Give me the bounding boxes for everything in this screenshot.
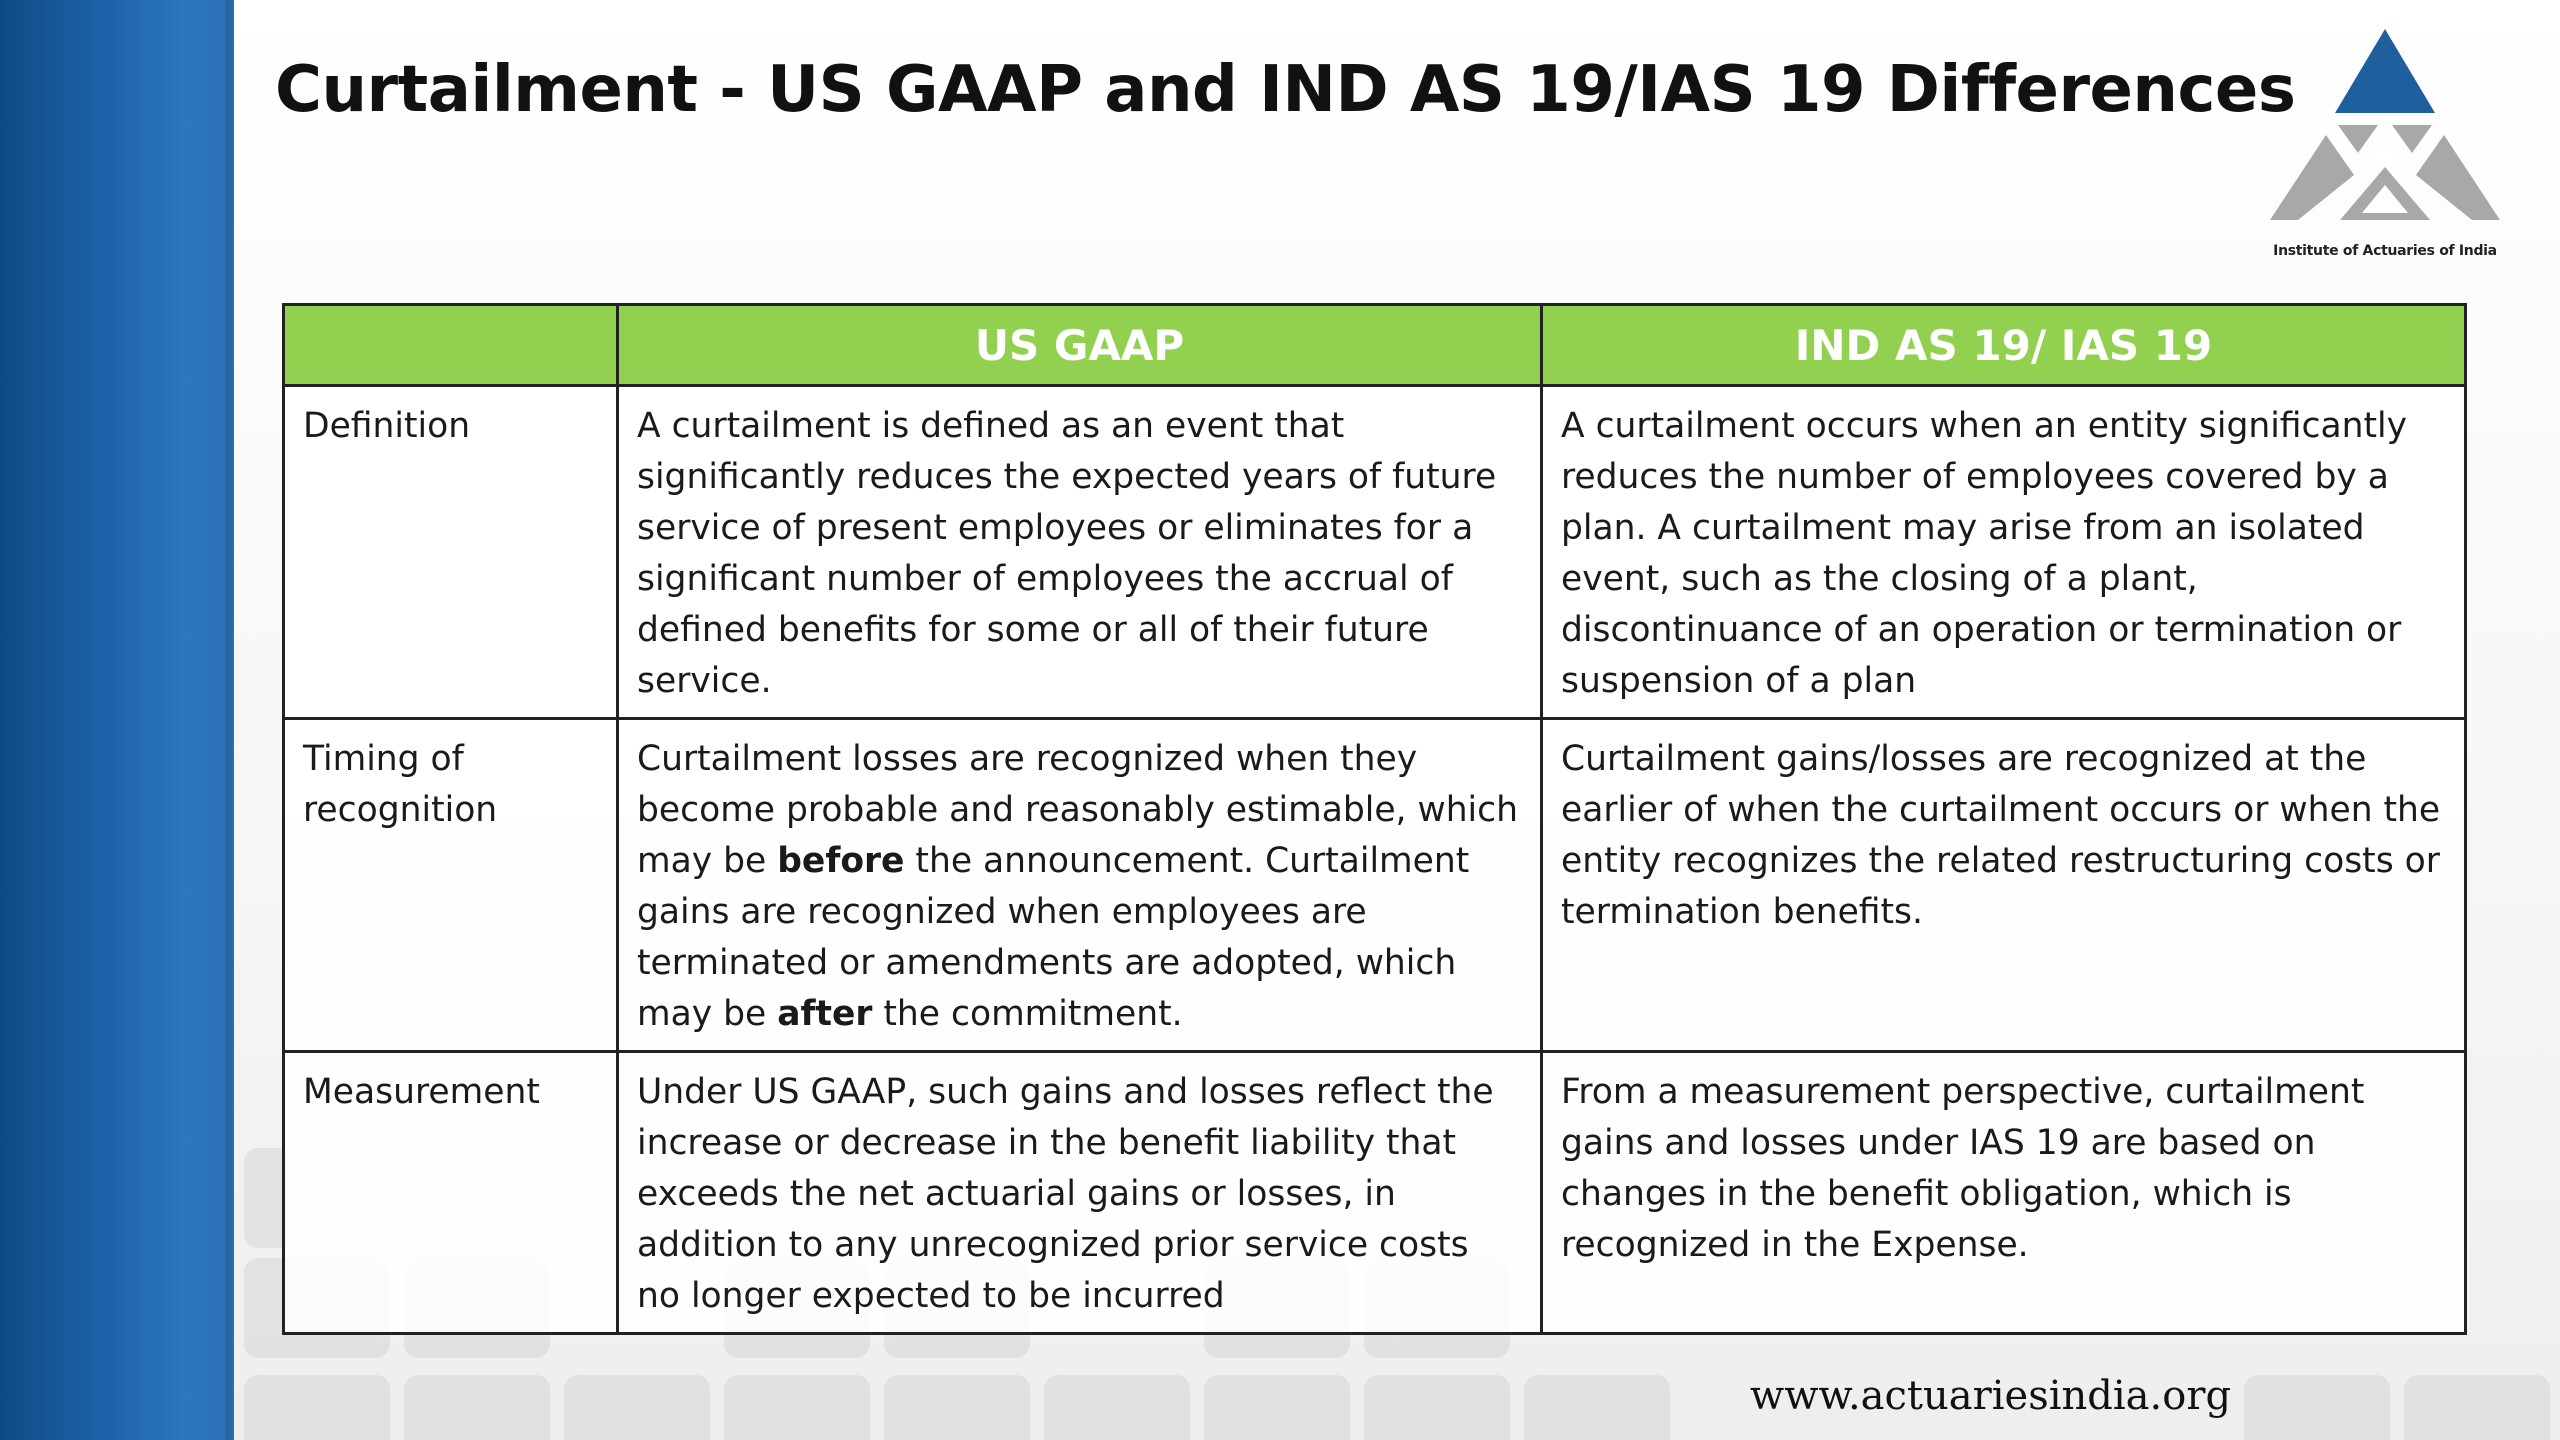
background-tile: [724, 1375, 870, 1440]
us-gaap-cell: [618, 1052, 1542, 1334]
cell-text: A curtailment is defined as an event that significantly reduces the expected years of future service of present employees or eliminates for a significant number of employees the accrual of defined benefits for some or all of their future service.: [637, 406, 1497, 701]
row-label: Definition: [284, 386, 618, 719]
cell-text: Under US GAAP, such gains and losses reflect the increase or decrease in the benefit liability that exceeds the net actuarial gains or losses, in addition to any unrecognized prior service costs no longer expected to be incurred: [637, 1072, 1494, 1316]
background-tile: [1204, 1375, 1350, 1440]
cell-text: A curtailment occurs when an entity significantly reduces the number of employees covered by a plan. A curtailment may arise from an isolated event, such as the closing of a plant, discontinuance of an operation or termination or suspension of a plan: [1561, 406, 2408, 701]
us-gaap-cell: [618, 386, 1542, 719]
row-label: Timing of recognition: [284, 719, 618, 1052]
ind-as-cell: [1542, 719, 2466, 1052]
us-gaap-cell: [618, 719, 1542, 1052]
logo-caption: Institute of Actuaries of India: [2273, 243, 2497, 259]
ind-as-cell: [1542, 1052, 2466, 1334]
background-tile: [564, 1375, 710, 1440]
page-title: Curtailment - US GAAP and IND AS 19/IAS 19 Differences: [275, 53, 2296, 127]
iai-logo: [2260, 25, 2510, 270]
background-tile: [244, 1375, 390, 1440]
footer-url: www.actuariesindia.org: [1750, 1373, 2232, 1419]
iai-triangle-logo-icon: [2260, 25, 2510, 240]
text-run: the announcement. Curtailment gains are recognized when employees are terminated or amendments are adopted, which may be: [637, 841, 1470, 1034]
table-row: [284, 719, 2466, 1052]
background-tile: [2404, 1375, 2550, 1440]
cell-text: Curtailment gains/losses are recognized at the earlier of when the curtailment occurs or when the entity recognizes the related restructuring costs or termination benefits.: [1561, 739, 2441, 932]
table-header-row: [284, 305, 2466, 386]
header-ind-as: IND AS 19/ IAS 19: [1542, 305, 2466, 386]
background-tile: [1364, 1375, 1510, 1440]
side-color-band: [0, 0, 234, 1440]
cell-text: [637, 739, 1518, 1034]
background-tile: [884, 1375, 1030, 1440]
emphasis-after: after: [777, 994, 873, 1034]
background-tile: [404, 1375, 550, 1440]
cell-text: From a measurement perspective, curtailment gains and losses under IAS 19 are based on changes in the benefit obligation, which is recognized in the Expense.: [1561, 1072, 2365, 1265]
ind-as-cell: [1542, 386, 2466, 719]
table-row: [284, 1052, 2466, 1334]
emphasis-before: before: [777, 841, 905, 881]
comparison-table: [282, 303, 2467, 1335]
background-tile: [1044, 1375, 1190, 1440]
text-run: the commitment.: [872, 994, 1183, 1034]
table-row: [284, 386, 2466, 719]
background-tile: [2244, 1375, 2390, 1440]
row-label: Measurement: [284, 1052, 618, 1334]
background-tile: [1524, 1375, 1670, 1440]
header-us-gaap: US GAAP: [618, 305, 1542, 386]
header-empty-cell: [284, 305, 618, 386]
text-run: Curtailment losses are recognized when they become probable and reasonably estimable, which may be: [637, 739, 1518, 881]
